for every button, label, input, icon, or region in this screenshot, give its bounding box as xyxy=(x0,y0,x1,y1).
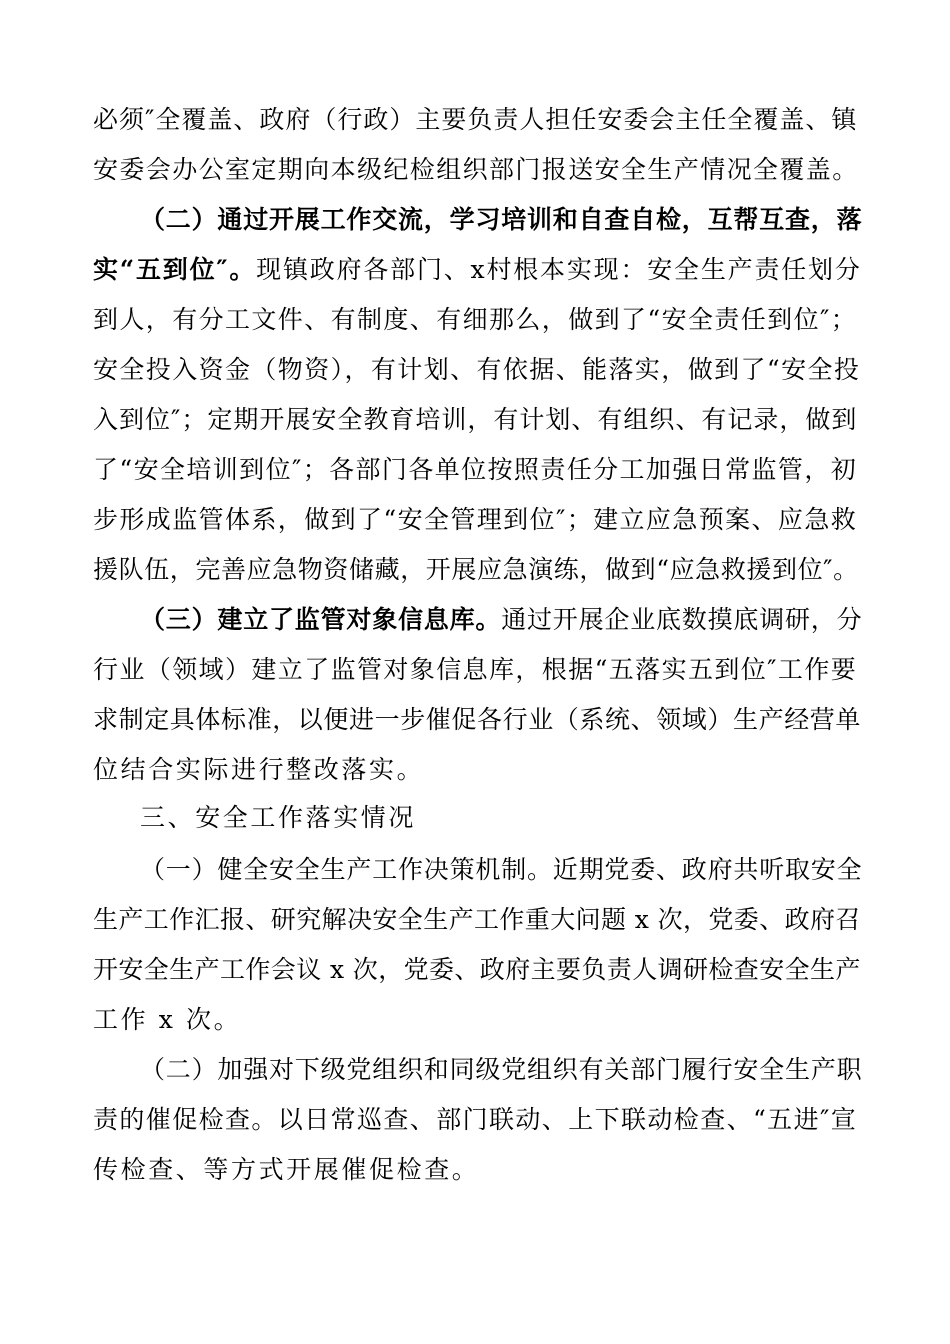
bold-segment: （二）通过开展工作交流，学习培训和自查自检，互帮互查，落 xyxy=(140,205,863,234)
chapter-heading xyxy=(140,801,416,835)
bold-segment: 实“五到位″。 xyxy=(93,255,257,284)
text-segment: 工作 x 次。 xyxy=(93,1005,242,1034)
text-segment: 开安全生产工作会议 x 次，党委、政府主要负责人调研检查安全生产 xyxy=(93,955,861,984)
text-line xyxy=(93,553,859,587)
text-segment: 现镇政府各部门、x村根本实现：安全生产责任划分 xyxy=(256,255,862,284)
text-segment: 行业（领域）建立了监管对象信息库，根据“五落实五到位″工作要 xyxy=(93,655,858,684)
text-segment: 援队伍，完善应急物资储藏，开展应急演练，做到“应急救援到位″。 xyxy=(93,555,859,584)
text-line xyxy=(93,503,857,537)
text-line xyxy=(93,1003,241,1037)
text-segment: 步形成监管体系，做到了“安全管理到位″；建立应急预案、应急救 xyxy=(93,505,858,534)
text-line xyxy=(93,303,857,337)
text-line xyxy=(93,403,857,437)
text-segment: （一）健全安全生产工作决策机制。近期党委、政府共听取安全 xyxy=(140,855,863,884)
text-segment: 到人，有分工文件、有制度、有细那么，做到了“安全责任到位″； xyxy=(93,305,858,334)
text-segment: 生产工作汇报、研究解决安全生产工作重大问题 x 次，党委、政府召 xyxy=(93,905,861,934)
text-segment: （二）加强对下级党组织和同级党组织有关部门履行安全生产职 xyxy=(140,1055,863,1084)
text-line xyxy=(93,953,861,987)
text-segment: 了“安全培训到位″；各部门各单位按照责任分工加强日常监管，初 xyxy=(93,455,858,484)
text-line xyxy=(140,1053,862,1087)
text-segment: 三、安全工作落实情况 xyxy=(140,803,417,832)
section-heading xyxy=(140,603,862,637)
text-segment: 求制定具体标准，以便进一步催促各行业（系统、领域）生产经营单 xyxy=(93,705,862,734)
text-segment: 责的催促检查。以日常巡查、部门联动、上下联动检查、“五进″宣 xyxy=(93,1105,858,1134)
text-segment: 位结合实际进行整改落实。 xyxy=(93,755,425,784)
text-segment: 安全投入资金（物资），有计划、有依据、能落实，做到了“安全投 xyxy=(93,355,861,384)
text-line xyxy=(93,1153,479,1187)
text-line xyxy=(93,153,859,187)
text-segment: 必须″全覆盖、政府（行政）主要负责人担任安委会主任全覆盖、镇 xyxy=(93,105,858,134)
text-segment: 入到位″；定期开展安全教育培训，有计划、有组织、有记录，做到 xyxy=(93,405,858,434)
text-line xyxy=(93,903,861,937)
section-heading xyxy=(140,203,862,237)
text-line xyxy=(93,453,857,487)
bold-segment: （三）建立了监管对象信息库。 xyxy=(140,605,502,634)
text-line xyxy=(140,853,862,887)
text-segment: 传检查、等方式开展催促检查。 xyxy=(93,1155,480,1184)
text-segment: 通过开展企业底数摸底调研，分 xyxy=(501,605,863,634)
text-line xyxy=(93,1103,857,1137)
text-line xyxy=(93,703,861,737)
text-line xyxy=(93,103,857,137)
text-segment: 安委会办公室定期向本级纪检组织部门报送安全生产情况全覆盖。 xyxy=(93,155,859,184)
text-line xyxy=(93,653,857,687)
text-line xyxy=(93,753,424,787)
text-line xyxy=(93,353,860,387)
text-line xyxy=(93,253,862,287)
